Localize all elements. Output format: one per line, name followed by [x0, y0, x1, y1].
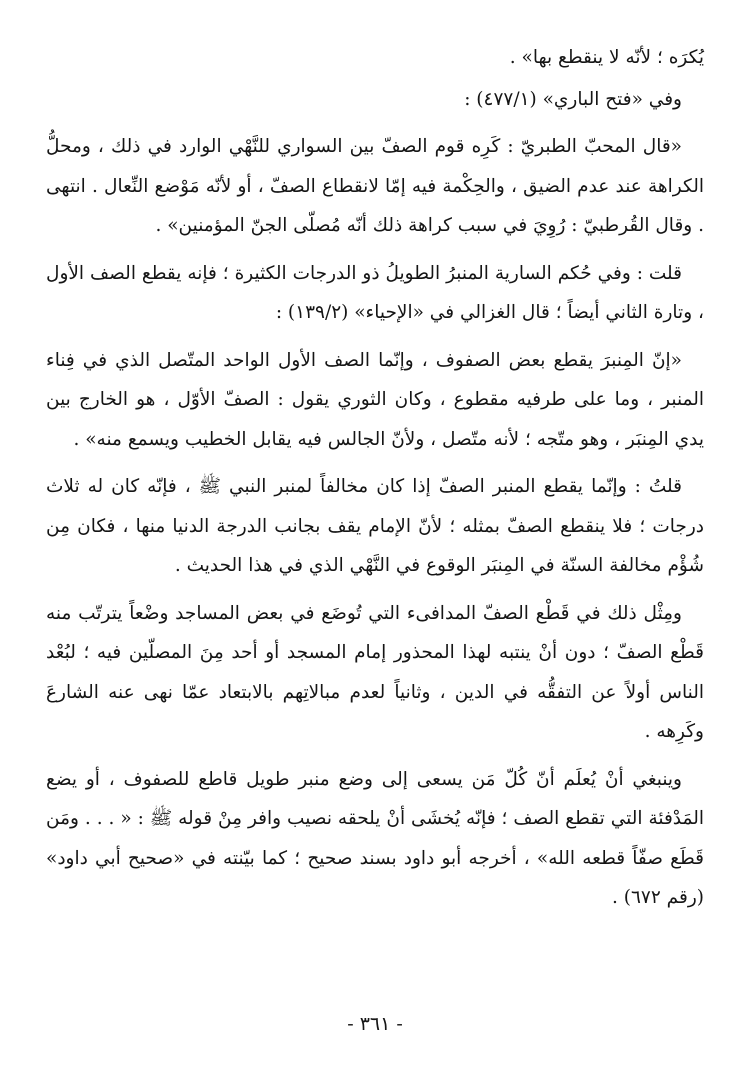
paragraph-citation-intro: وفي «فتح الباري» (٤٧٧/١) : — [464, 88, 682, 110]
page-body — [46, 38, 704, 918]
page-number: - ٣٦١ - — [347, 1013, 403, 1035]
paragraph-conclusion: وينبغي أنْ يُعلَم أنّ كُلّ مَن يسعى إلى وضع منبر طويل قاطع للصفوف ، أو يضع المَدْفئة التي تقطع الصف ؛ فإنّه يُخشَى أنْ يلحقه نصيب وافر مِنْ قوله ﷺ : « . . . ومَن قَطَع صفّاً قطعه الله» ، أخرجه أبو داود بسند صحيح ؛ كما بيّنته في «صحيح أبي داود» (رقم ٦٧٢) . — [46, 768, 704, 908]
paragraph-quote-tabari: «قال المحبّ الطبريّ : كَرِه قوم الصفّ بين السواري للنَّهْي الوارد في ذلك ، ومحلُّ الكراهة عند عدم الضيق ، والحِكْمة فيه إمّا لانقطاع الصفّ ، أو لأنّه مَوْضع النِّعال . انتهى . وقال القُرطبيّ : رُوِيَ في سبب كراهة ذلك أنّه مُصلّى الجنّ المؤمنين» . — [46, 136, 704, 236]
paragraph-quote-ghazali: «إنّ المِنبرَ يقطع بعض الصفوف ، وإنّما الصف الأول الواحد المتّصل الذي في فِناء المنبر ، وما على طرفيه مقطوع ، وكان الثوري يقول : الصفّ الأوّل ، هو الخارج بين يدي المِنبَر ، وهو متّجه ؛ لأنه متّصل ، ولأنّ الجالس فيه يقابل الخطيب ويسمع منه» . — [46, 349, 704, 450]
paragraph-heaters: ومِثْل ذلك في قَطْع الصفّ المدافىء التي تُوضَع في بعض المساجد وضْعاً يترتّب منه قَطْع الصفّ ؛ دون أنْ ينتبه لهذا المحذور إمام المسجد أو أحد مِنَ المصلّين فيه ؛ لبُعْد الناس أولاً عن التفقُّه في الدين ، وثانياً لعدم مبالاتِهم بالابتعاد عمّا نهى عنه الشارعَ وكَرِهه . — [46, 602, 704, 742]
paragraph-author-comment: قلتُ : وإنّما يقطع المنبر الصفّ إذا كان مخالفاً لمنبر النبي ﷺ ، فإنّه كان له ثلاث درجات ؛ فلا ينقطع الصفّ بمثله ؛ لأنّ الإمام يقف بجانب الدرجة الدنيا منها ، فكان مِن شُؤْم مخالفة السنّة في المِنبَر الوقوع في النَّهْي الذي في هذا الحديث . — [46, 476, 704, 576]
paragraph-minbar-ruling: قلت : وفي حُكم السارية المنبرُ الطويلُ ذو الدرجات الكثيرة ؛ فإنه يقطع الصف الأول ، وتارة الثاني أيضاً ؛ قال الغزالي في «الإحياء» (١٣٩/٢) : — [46, 262, 704, 323]
paragraph-continuation: يُكرَه ؛ لأنّه لا ينقطع بها» . — [509, 47, 704, 68]
